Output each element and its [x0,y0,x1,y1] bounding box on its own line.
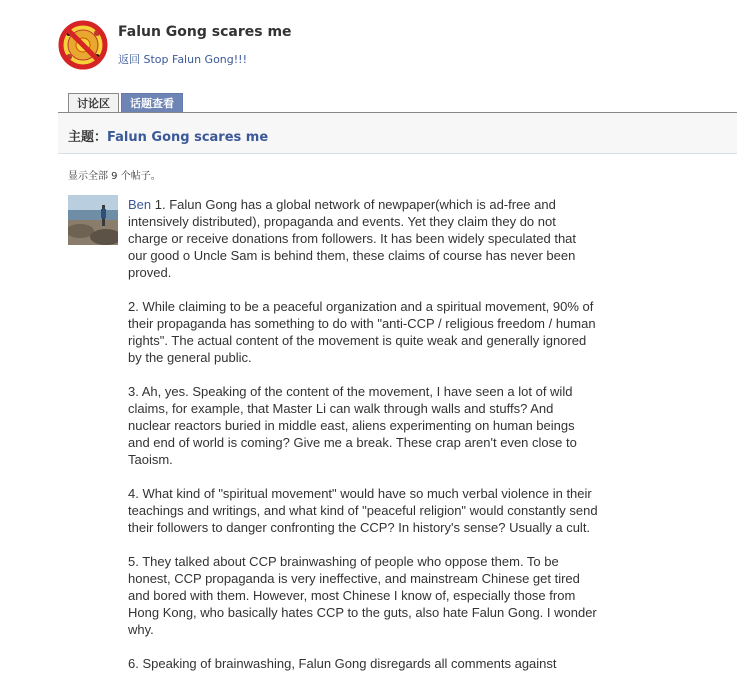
post-paragraph: 5. They talked about CCP brainwashing of people who oppose them. To be honest, CCP propaganda is very ineffective, and mainstream Chinese get tired and bored with them. However, most Chinese I know of, especially those from Hong Kong, who basically hates CCP to the guts, also hate Falun Gong. I wonder why. [128,554,597,637]
post-author-link[interactable]: Ben [128,197,152,212]
topic-header [58,113,737,154]
topic-title: Falun Gong scares me [107,130,269,145]
tab-topic-view[interactable]: 话题查看 [121,93,183,112]
group-logo-icon[interactable] [58,20,108,70]
post-count: 显示全部 9 个帖子。 [68,171,161,182]
post-paragraph: 3. Ah, yes. Speaking of the content of the movement, I have seen a lot of wild claims, for example, that Master Li can walk through walls and stuffs? And nuclear reactors buried in middle east, aliens experimenting on human beings and end of world is coming? Give me a break. These crap aren't even close to Taoism. [128,384,577,467]
post-paragraph: 2. While claiming to be a peaceful organization and a spiritual movement, 90% of their propaganda has something to do with "anti-CCP / religious freedom / human rights". The actual content of the movement is quite weak and generally ignored by the general public. [128,299,596,365]
post-paragraph: 4. What kind of "spiritual movement" would have so much verbal violence in their teachings and writings, and what kind of "peaceful religion" would constantly send their followers to danger confronting the CCP? In history's sense? Usually a cult. [128,486,598,535]
tab-bar [68,93,185,112]
topic-label: 主题： [68,130,108,145]
post-body [128,196,598,689]
post-paragraph: Ben 1. Falun Gong has a global network of newpaper(which is ad-free and intensively distributed), propaganda and events. Yet they claim they do not charge or receive donations from followers. It has been widely speculated that our good o Uncle Sam is behind them, these claims of course has never been proved. [128,197,577,280]
post-paragraph: 6. Speaking of brainwashing, Falun Gong disregards all comments against [128,656,557,671]
tab-discussion-board[interactable]: 讨论区 [68,93,119,112]
group-title[interactable]: Falun Gong scares me [118,24,292,40]
back-to-group-link[interactable]: 返回 Stop Falun Gong!!! [118,53,247,66]
post-author-avatar[interactable] [68,195,118,245]
